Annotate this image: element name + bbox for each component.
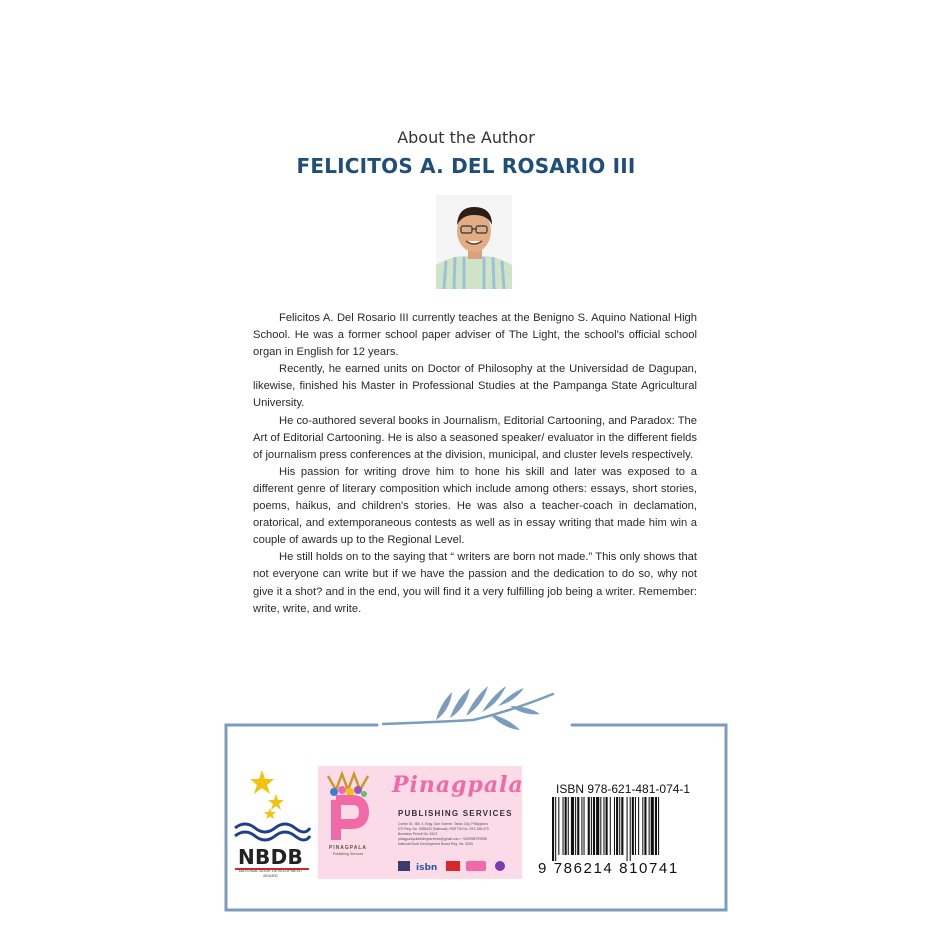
- barcode-bar: [606, 797, 608, 855]
- barcode-bar: [588, 797, 590, 855]
- barcode: [552, 797, 702, 861]
- address-line: Cortez St., Blk. 4, Brgy. San Vicente, Tarlac City, Philippines: [398, 822, 488, 826]
- isbn-label: ISBN 978-621-481-074-1: [556, 782, 691, 796]
- publisher-logo-word: PINAGPALA: [328, 845, 368, 851]
- barcode-bar: [638, 797, 639, 855]
- publisher-name: Pinagpala: [392, 772, 524, 798]
- barcode-bar: [635, 797, 636, 855]
- barcode-bar: [565, 797, 567, 855]
- author-bio: [253, 310, 697, 618]
- isbn-digits: 9 786214 810741: [538, 860, 679, 877]
- publisher-logo-sub: Publishing Services: [332, 852, 364, 856]
- leaf-sprig-icon: [378, 682, 568, 742]
- pinagpala-logo-icon: [324, 770, 372, 846]
- page-heading: About the Author: [397, 128, 535, 147]
- barcode-bar: [610, 797, 611, 855]
- barcode-bar: [555, 797, 556, 861]
- bio-paragraph: His passion for writing drove him to hone his skill and later was exposed to a different genre of literary composition which include among others: essays, short stories, poems, haikus, and children's stories. He was also a teacher-coach in declamation, oratorical, and extemporaneous contests as well as in essay writing that made him win a couple of awards up to the Regional Level.: [253, 465, 697, 547]
- barcode-bar: [577, 797, 579, 855]
- barcode-bar: [552, 797, 554, 861]
- barcode-bar: [614, 797, 615, 855]
- publisher-services: PUBLISHING SERVICES: [398, 809, 513, 818]
- barcode-bar: [584, 797, 585, 855]
- bio-paragraph: He still holds on to the saying that “ writers are born not made.” This only shows that not everyone can write but if we have the passion and the dedication to do so, why not give it a shot? and in the end, you will find it a very fulfilling job being a writer. Remember: write, write, and write.: [253, 551, 697, 615]
- nbdb-full-name: NATIONAL BOOK DEVELOPMENT BOARD: [238, 868, 303, 878]
- barcode-bar: [600, 797, 601, 855]
- barcode-bar: [563, 797, 564, 855]
- barcode-bar: [621, 797, 623, 855]
- barcode-bar: [642, 797, 643, 855]
- barcode-bar: [591, 797, 592, 855]
- bio-paragraph: He co-authored several books in Journalism, Editorial Cartooning, and Paradox: The Art of Editorial Cartooning. He is also a seasoned speaker/ evaluator in the different fields of journalism press conferences at the division, municipal, and cluster levels respectively.: [253, 414, 697, 461]
- author-photo: [436, 195, 512, 289]
- address-line: pinagpalapublishingservices@gmail.com / +639958799958: [398, 837, 487, 841]
- bio-paragraph: Felicitos A. Del Rosario III currently teaches at the Benigno S. Aquino National High School. He was a former school paper adviser of The Light, the school's official school organ in English for 12 years.: [253, 312, 697, 359]
- bio-paragraph: Recently, he earned units on Doctor of Philosophy at the Universidad de Dagupan, likewise, finished his Master in Professional Studies at the Pampanga State Agricultural University.: [253, 363, 697, 410]
- nbdb-acronym: NBDB: [237, 845, 304, 869]
- svg-text:isbn: isbn: [416, 863, 438, 873]
- barcode-bar: [658, 797, 659, 855]
- barcode-bar: [632, 797, 634, 855]
- barcode-bar: [575, 797, 576, 855]
- barcode-bar: [593, 797, 595, 855]
- barcode-bar: [651, 797, 654, 855]
- publisher-address: [398, 822, 516, 847]
- barcode-bar: [581, 797, 582, 855]
- barcode-bar: [571, 797, 574, 855]
- barcode-bar: [655, 797, 657, 855]
- barcode-bar: [603, 797, 604, 855]
- barcode-bar: [644, 797, 646, 855]
- author-name: FELICITOS A. DEL ROSARIO III: [296, 154, 636, 178]
- barcode-bar: [616, 797, 618, 855]
- barcode-bar: [630, 797, 631, 861]
- barcode-bar: [568, 797, 569, 855]
- barcode-bar: [619, 797, 620, 855]
- address-line: Business Permit No. 8103: [398, 832, 438, 836]
- barcode-bar: [558, 797, 559, 855]
- address-line: DTI Reg. No. 3058420 (National) / BIR TIN No. 293-158-479: [398, 827, 489, 831]
- affiliation-logos-icon: [396, 858, 514, 874]
- address-line: National Book Development Board Reg. No. 3269: [398, 842, 473, 846]
- barcode-bar: [596, 797, 599, 855]
- barcode-bar: [649, 797, 650, 855]
- barcode-bar: [627, 797, 628, 861]
